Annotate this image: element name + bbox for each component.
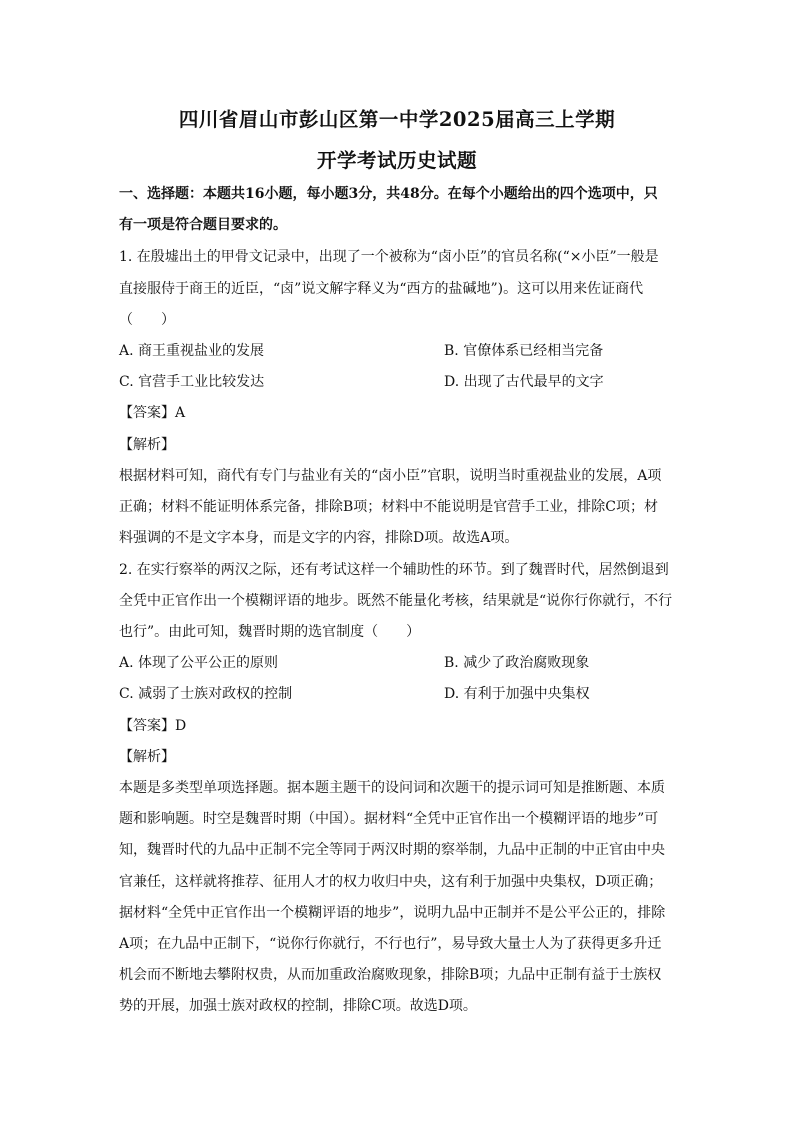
- question-1-analysis: 根据材料可知，商代有专门与盐业有关的“卤小臣”官职，说明当时重视盐业的发展，A项: [119, 468, 662, 484]
- question-1-option-b: B. 官僚体系已经相当完备: [444, 343, 604, 359]
- question-2-analysis: 知，魏晋时代的九品中正制不完全等同于两汉时期的察举制，九品中正制的中正官由中央: [119, 842, 665, 858]
- question-2-analysis: 本题是多类型单项选择题。据本题主题干的设问词和次题干的提示词可知是推断题、本质: [119, 780, 665, 796]
- question-2-analysis: 势的开展，加强士族对政权的控制，排除C项。故选D项。: [119, 998, 477, 1014]
- question-1-option-a: A. 商王重视盐业的发展: [119, 343, 265, 359]
- question-2-answer: 【答案】D: [119, 718, 187, 734]
- question-1-blank: （ ）: [119, 312, 175, 328]
- question-2-analysis: A项；在九品中正制下，“说你行你就行，不行也行”，易导致大量士人为了获得更多升迁: [119, 936, 662, 952]
- question-1-stem: 直接服侍于商王的近臣，“卤”说文解字释义为“西方的盐碱地”)。这可以用来佐证商代: [119, 281, 644, 297]
- question-2-option-d: D. 有利于加强中央集权: [444, 686, 590, 702]
- question-1-analysis: 料强调的不是文字本身，而是文字的内容，排除D项。故选A项。: [119, 530, 519, 546]
- question-2-analysis: 据材料“全凭中正官作出一个模糊评语的地步”，说明九品中正制并不是公平公正的，排除: [119, 905, 666, 921]
- question-1-analysis-label: 【解析】: [119, 437, 175, 453]
- question-1-answer: 【答案】A: [119, 405, 186, 421]
- question-2-analysis: 机会而不断地去攀附权贵，从而加重政治腐败现象，排除B项；九品中正制有益于士族权: [119, 967, 662, 983]
- page-subtitle: 开学考试历史试题: [316, 149, 477, 172]
- section-heading-cont: 有一项是符合题目要求的。: [119, 217, 287, 233]
- question-2-analysis: 题和影响题。时空是魏晋时期（中国）。据材料“全凭中正官作出一个模糊评语的地步”可: [119, 811, 659, 827]
- question-2-stem: 2. 在实行察举的两汉之际，还有考试这样一个辅助性的环节。到了魏晋时代，居然倒退到: [119, 562, 669, 578]
- section-heading: 一、选择题：本题共16小题，每小题3分，共48分。在每个小题给出的四个选项中，只: [119, 186, 658, 202]
- question-1-analysis: 正确；材料不能证明体系完备，排除B项；材料中不能说明是官营手工业，排除C项；材: [119, 499, 658, 515]
- question-2-analysis-label: 【解析】: [119, 749, 175, 765]
- question-1-option-c: C. 官营手工业比较发达: [119, 374, 265, 390]
- question-2-stem: 全凭中正官作出一个模糊评语的地步。既然不能量化考核，结果就是“说你行你就行，不行: [119, 593, 673, 609]
- question-2-option-b: B. 减少了政治腐败现象: [444, 655, 590, 671]
- question-2-stem: 也行”。由此可知，魏晋时期的选官制度（ ）: [119, 624, 421, 640]
- question-2-analysis: 官兼任，这样就将推荐、征用人才的权力收归中央，这有利于加强中央集权，D项正确；: [119, 874, 663, 890]
- question-2-option-c: C. 减弱了士族对政权的控制: [119, 686, 293, 702]
- question-2-option-a: A. 体现了公平公正的原则: [119, 655, 279, 671]
- question-1-stem: 1. 在殷墟出土的甲骨文记录中，出现了一个被称为“卤小臣”的官员名称(“×小臣”一般是: [119, 249, 659, 265]
- page-title: 四川省眉山市彭山区第一中学2025届高三上学期: [178, 108, 616, 131]
- question-1-option-d: D. 出现了古代最早的文字: [444, 374, 604, 390]
